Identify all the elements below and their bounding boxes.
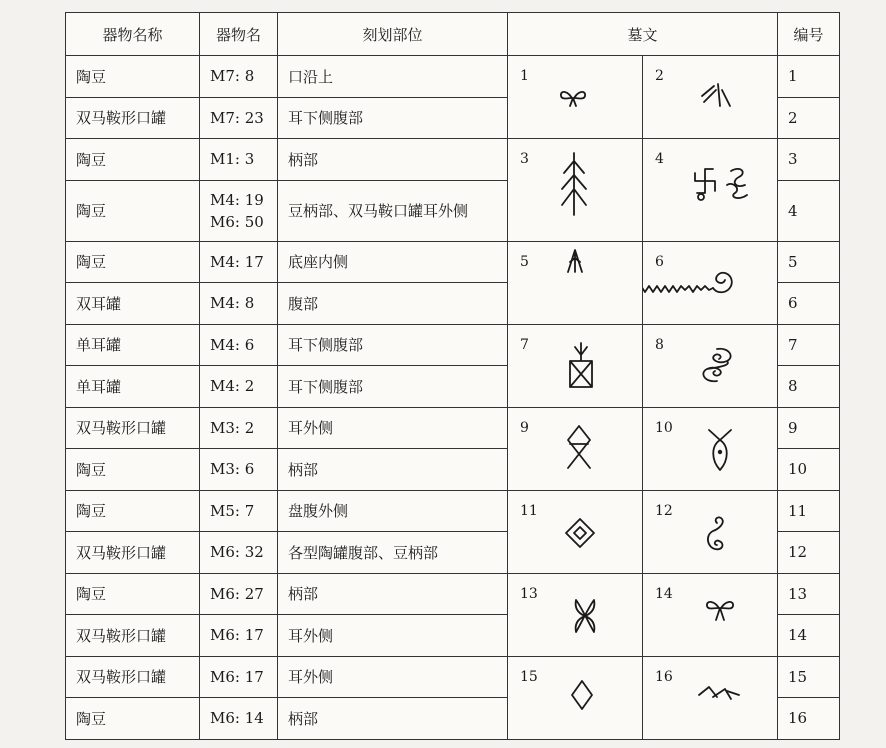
table-row bbox=[66, 490, 840, 532]
s-spiral-symbol-icon bbox=[703, 511, 729, 555]
glyph-label: 3 bbox=[520, 151, 529, 167]
cell-position: 耳下侧腹部 bbox=[278, 366, 508, 408]
cell-name: 单耳罐 bbox=[66, 324, 200, 366]
glyph-label: 13 bbox=[520, 585, 538, 602]
tree-symbol-icon bbox=[556, 151, 592, 217]
glyph-label: 6 bbox=[655, 253, 664, 270]
header-name: 器物名称 bbox=[66, 13, 200, 56]
cell-code: M4: 17 bbox=[200, 241, 278, 283]
cell-code: M6: 27 bbox=[200, 573, 278, 615]
cell-position: 柄部 bbox=[278, 139, 508, 181]
glyph-cell-1 bbox=[508, 56, 643, 139]
glyph-label: 1 bbox=[520, 68, 529, 84]
cell-code: M6: 32 bbox=[200, 532, 278, 574]
cell-name: 双马鞍形口罐 bbox=[66, 97, 200, 139]
swastika-symbol-icon bbox=[691, 163, 753, 203]
glyph-label: 15 bbox=[520, 668, 538, 685]
cell-number: 6 bbox=[778, 283, 840, 325]
cell-code: M7: 23 bbox=[200, 97, 278, 139]
cell-code: M6: 17 bbox=[200, 615, 278, 657]
header-number: 编号 bbox=[778, 13, 840, 56]
cell-code-line: M4: 19 bbox=[210, 190, 264, 209]
header-position: 刻划部位 bbox=[278, 13, 508, 56]
slash-strokes-symbol-icon bbox=[698, 80, 732, 110]
glyph-cell-12 bbox=[643, 490, 778, 573]
cell-number: 5 bbox=[778, 241, 840, 283]
table-row bbox=[66, 241, 840, 283]
glyph-label: 4 bbox=[655, 151, 664, 167]
cell-code: M4: 8 bbox=[200, 283, 278, 325]
glyph-cell-3 bbox=[508, 139, 643, 242]
cell-name: 单耳罐 bbox=[66, 366, 200, 408]
inscription-table bbox=[65, 12, 840, 740]
cell-position: 底座内侧 bbox=[278, 241, 508, 283]
glyph-label: 14 bbox=[655, 585, 673, 602]
cell-name: 双耳罐 bbox=[66, 283, 200, 325]
glyph-cell-9 bbox=[508, 407, 643, 490]
cell-code: M7: 8 bbox=[200, 56, 278, 98]
cell-position: 各型陶罐腹部、豆柄部 bbox=[278, 532, 508, 574]
cell-position: 盘腹外侧 bbox=[278, 490, 508, 532]
glyph-cell-8 bbox=[643, 324, 778, 407]
glyph-cell-2 bbox=[643, 56, 778, 139]
cell-name: 陶豆 bbox=[66, 490, 200, 532]
fish-symbol-icon bbox=[705, 426, 735, 474]
cell-number: 9 bbox=[778, 407, 840, 449]
glyph-cell-4 bbox=[643, 139, 778, 242]
table-row bbox=[66, 656, 840, 698]
header-inscription: 墓文 bbox=[508, 13, 778, 56]
cell-code: M3: 2 bbox=[200, 407, 278, 449]
cell-number: 15 bbox=[778, 656, 840, 698]
cell-name: 陶豆 bbox=[66, 449, 200, 491]
butterfly-symbol-icon bbox=[703, 596, 737, 622]
cell-number: 11 bbox=[778, 490, 840, 532]
cell-name: 陶豆 bbox=[66, 573, 200, 615]
nested-diamond-symbol-icon bbox=[564, 517, 596, 549]
cell-position: 耳下侧腹部 bbox=[278, 324, 508, 366]
cell-number: 16 bbox=[778, 698, 840, 740]
cell-position: 柄部 bbox=[278, 698, 508, 740]
cell-name: 双马鞍形口罐 bbox=[66, 615, 200, 657]
cell-number: 10 bbox=[778, 449, 840, 491]
cell-name: 陶豆 bbox=[66, 698, 200, 740]
glyph-label: 2 bbox=[655, 68, 664, 84]
cell-position: 耳外侧 bbox=[278, 407, 508, 449]
glyph-cell-16 bbox=[643, 656, 778, 739]
table-row bbox=[66, 324, 840, 366]
cell-name: 双马鞍形口罐 bbox=[66, 407, 200, 449]
cell-name: 双马鞍形口罐 bbox=[66, 532, 200, 574]
cell-number: 1 bbox=[778, 56, 840, 98]
cell-code: M3: 6 bbox=[200, 449, 278, 491]
cell-name: 陶豆 bbox=[66, 139, 200, 181]
cell-code: M5: 7 bbox=[200, 490, 278, 532]
glyph-cell-10 bbox=[643, 407, 778, 490]
glyph-cell-7 bbox=[508, 324, 643, 407]
cell-code bbox=[200, 180, 278, 241]
glyph-label: 12 bbox=[655, 502, 673, 519]
cell-code-line: M6: 50 bbox=[210, 212, 264, 231]
glyph-cell-11 bbox=[508, 490, 643, 573]
glyph-cell-5 bbox=[508, 241, 643, 324]
bird-symbol-icon bbox=[697, 683, 741, 703]
cell-name: 陶豆 bbox=[66, 180, 200, 241]
glyph-label: 5 bbox=[520, 253, 529, 270]
cell-position: 耳外侧 bbox=[278, 615, 508, 657]
cell-position: 耳外侧 bbox=[278, 656, 508, 698]
double-spiral-symbol-icon bbox=[695, 343, 739, 387]
cell-position: 耳下侧腹部 bbox=[278, 97, 508, 139]
cell-code: M6: 17 bbox=[200, 656, 278, 698]
cell-code: M6: 14 bbox=[200, 698, 278, 740]
arrow-symbol-icon bbox=[564, 248, 586, 274]
glyph-cell-13 bbox=[508, 573, 643, 656]
cell-number: 8 bbox=[778, 366, 840, 408]
cell-number: 13 bbox=[778, 573, 840, 615]
butterfly-symbol-icon bbox=[558, 86, 588, 108]
cell-name: 陶豆 bbox=[66, 56, 200, 98]
glyph-cell-15 bbox=[508, 656, 643, 739]
cell-position: 口沿上 bbox=[278, 56, 508, 98]
stacked-diamond-symbol-icon bbox=[564, 424, 594, 474]
crossed-leaf-symbol-icon bbox=[570, 596, 600, 636]
cell-number: 7 bbox=[778, 324, 840, 366]
cell-code: M4: 2 bbox=[200, 366, 278, 408]
glyph-label: 7 bbox=[520, 336, 529, 353]
zigzag-spiral-symbol-icon bbox=[643, 264, 744, 304]
glyph-label: 9 bbox=[520, 419, 529, 436]
glyph-label: 8 bbox=[655, 336, 664, 353]
cell-position: 豆柄部、双马鞍口罐耳外侧 bbox=[278, 180, 508, 241]
diamond-symbol-icon bbox=[570, 679, 594, 711]
glyph-label: 16 bbox=[655, 668, 673, 685]
cell-code: M4: 6 bbox=[200, 324, 278, 366]
table-row bbox=[66, 573, 840, 615]
table-row bbox=[66, 139, 840, 181]
cell-name: 陶豆 bbox=[66, 241, 200, 283]
cell-position: 柄部 bbox=[278, 449, 508, 491]
glyph-cell-6 bbox=[643, 241, 778, 324]
cell-number: 12 bbox=[778, 532, 840, 574]
cell-number: 4 bbox=[778, 180, 840, 241]
header-code: 器物名 bbox=[200, 13, 278, 56]
glyph-cell-14 bbox=[643, 573, 778, 656]
glyph-label: 10 bbox=[655, 419, 673, 436]
plant-in-box-symbol-icon bbox=[566, 341, 596, 391]
cell-number: 14 bbox=[778, 615, 840, 657]
cell-position: 腹部 bbox=[278, 283, 508, 325]
cell-name: 双马鞍形口罐 bbox=[66, 656, 200, 698]
table-row bbox=[66, 407, 840, 449]
table-header-row bbox=[66, 13, 840, 56]
table-row bbox=[66, 56, 840, 98]
cell-code: M1: 3 bbox=[200, 139, 278, 181]
cell-position: 柄部 bbox=[278, 573, 508, 615]
cell-number: 3 bbox=[778, 139, 840, 181]
glyph-label: 11 bbox=[520, 502, 538, 519]
cell-number: 2 bbox=[778, 97, 840, 139]
